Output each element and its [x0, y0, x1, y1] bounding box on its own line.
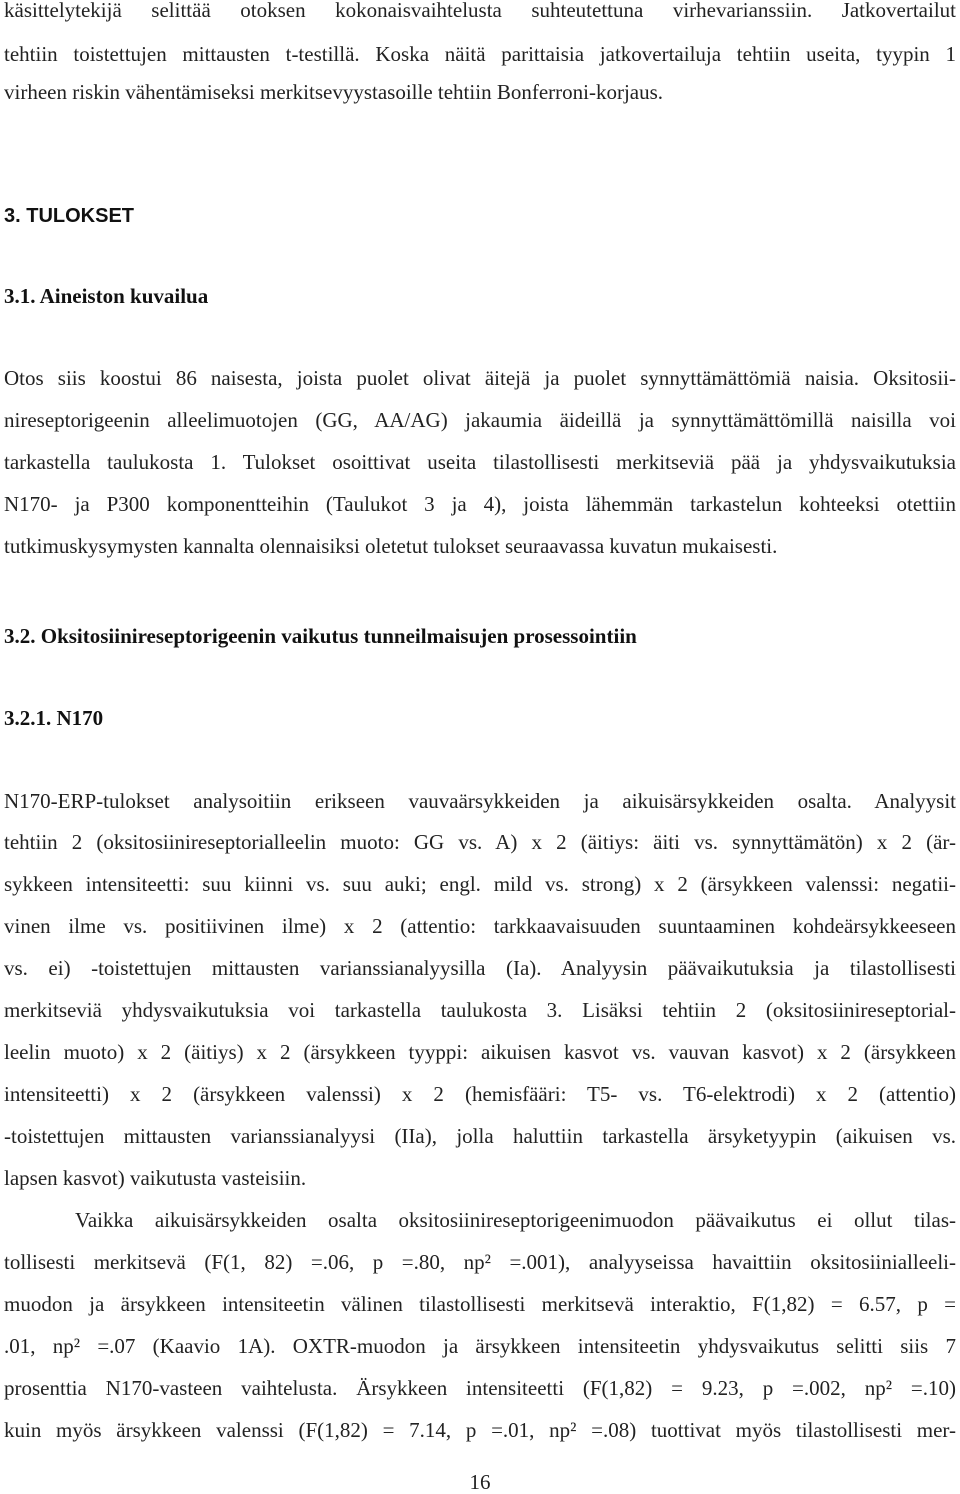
paragraph-line: intensiteetti) x 2 (ärsykkeen valenssi) x 2 (hemisfääri: T5- vs. T6-elektrodi) x 2 (attentio) [4, 1082, 956, 1106]
paragraph-line: vs. ei) -toistettujen mittausten varianssianalyysilla (Ia). Analyysin päävaikutuksia ja tilastollisesti [4, 956, 956, 980]
intro-line: virheen riskin vähentämiseksi merkitsevyystasoille tehtiin Bonferroni-korjaus. [4, 80, 664, 104]
paragraph-line: muodon ja ärsykkeen intensiteetin välinen tilastollisesti merkitsevä interaktio, F(1,82) = 6.57, p = [4, 1292, 956, 1316]
paragraph-line: N170- ja P300 komponentteihin (Taulukot 3 ja 4), joista lähemmän tarkastelun kohteeksi otettiin [4, 492, 956, 516]
intro-line: käsittelytekijä selittää otoksen kokonaisvaihtelusta suhteutettuna virhevarianssiin. Jatkovertailut [4, 0, 956, 22]
paragraph-line: prosenttia N170-vasteen vaihtelusta. Ärsykkeen intensiteetti (F(1,82) = 9.23, p =.002, np² =.10) [4, 1376, 956, 1400]
paragraph-line: merkitseviä yhdysvaikutuksia voi tarkastella taulukosta 3. Lisäksi tehtiin 2 (oksitosiinireseptorial- [4, 998, 956, 1022]
subsection-heading: 3.2. Oksitosiinireseptorigeenin vaikutus tunneilmaisujen prosessointiin [4, 624, 637, 648]
paragraph-line: lapsen kasvot) vaikutusta vasteisiin. [4, 1166, 307, 1190]
intro-line: tehtiin toistettujen mittausten t-testillä. Koska näitä parittaisia jatkovertailuja tehtiin useita, tyypin 1 [4, 42, 956, 66]
paragraph-line: kuin myös ärsykkeen valenssi (F(1,82) = 7.14, p =.01, np² =.08) tuottivat myös tilastollisesti mer- [4, 1418, 956, 1442]
paragraph-line: sykkeen intensiteetti: suu kiinni vs. suu auki; engl. mild vs. strong) x 2 (ärsykkeen valenssi: negatii- [4, 872, 956, 896]
paragraph-line: -toistettujen mittausten varianssianalyysi (IIa), jolla haluttiin tarkastella ärsyketyypin (aikuisen vs. [4, 1124, 956, 1148]
page-number: 16 [469, 1470, 491, 1494]
paragraph-line: tutkimuskysymysten kannalta olennaisiksi oletetut tulokset seuraavassa kuvatun mukaisesti. [4, 534, 778, 558]
paragraph-line: leelin muoto) x 2 (äitiys) x 2 (ärsykkeen tyyppi: aikuisen kasvot vs. vauvan kasvot) x 2 (ärsykkeen [4, 1040, 956, 1064]
section-heading: 3. TULOKSET [4, 205, 135, 227]
subsubsection-heading: 3.2.1. N170 [4, 706, 104, 730]
paragraph-line: Vaikka aikuisärsykkeiden osalta oksitosiinireseptorigeenimuodon päävaikutus ei ollut tilas- [75, 1208, 956, 1232]
paragraph-line: N170-ERP-tulokset analysoitiin erikseen vauvaärsykkeiden ja aikuisärsykkeiden osalta. Analyysit [4, 789, 956, 813]
paragraph-line: tarkastella taulukosta 1. Tulokset osoittivat useita tilastollisesti merkitseviä pää ja yhdysvaikutuksia [4, 450, 956, 474]
paragraph-line: tollisesti merkitsevä (F(1, 82) =.06, p =.80, np² =.001), analyyseissa havaittiin oksitosiinialleeli- [4, 1250, 956, 1274]
paragraph-line: vinen ilme vs. positiivinen ilme) x 2 (attentio: tarkkaavaisuuden suuntaaminen kohdeärsykkeeseen [4, 914, 956, 938]
subsection-heading: 3.1. Aineiston kuvailua [4, 284, 209, 308]
paragraph-line: .01, np² =.07 (Kaavio 1A). OXTR-muodon ja ärsykkeen intensiteetin yhdysvaikutus selitti siis 7 [4, 1334, 956, 1358]
paragraph-line: Otos siis koostui 86 naisesta, joista puolet olivat äitejä ja puolet synnyttämättömiä naisia. Oksitosii- [4, 366, 956, 390]
paragraph-line: nireseptorigeenin alleelimuotojen (GG, AA/AG) jakaumia äideillä ja synnyttämättömillä naisilla voi [4, 408, 956, 432]
paragraph-line: tehtiin 2 (oksitosiinireseptorialleelin muoto: GG vs. A) x 2 (äitiys: äiti vs. synnyttämätön) x 2 (är- [4, 830, 956, 854]
